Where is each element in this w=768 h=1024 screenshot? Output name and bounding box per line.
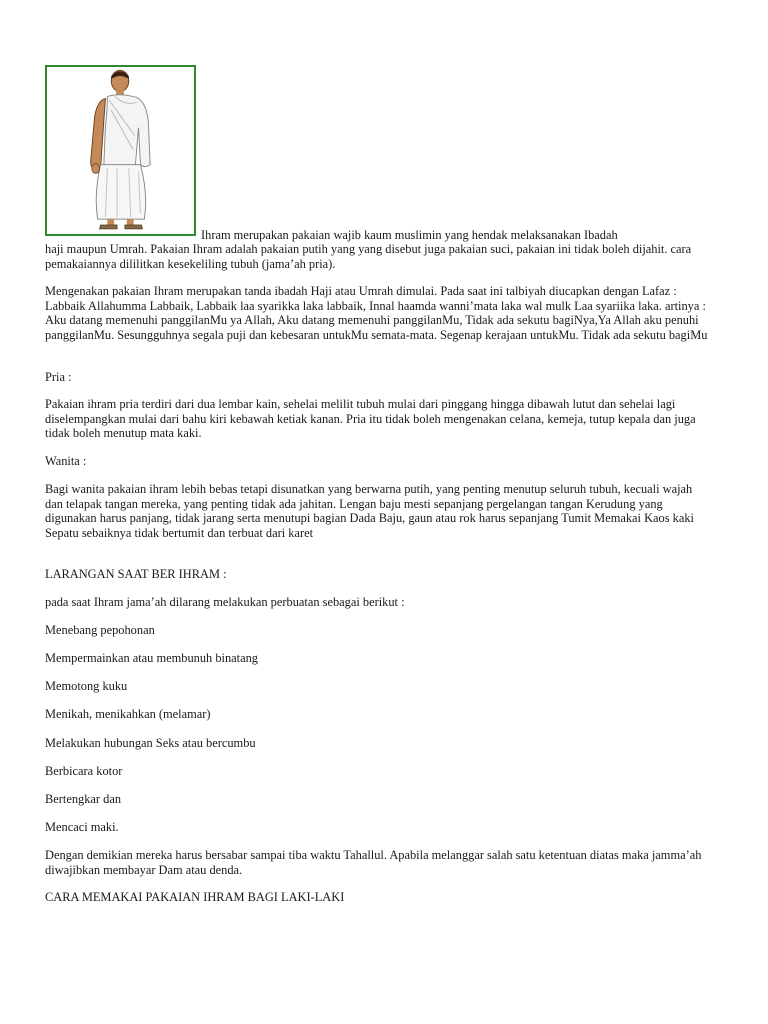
intro-first-line: Ihram merupakan pakaian wajib kaum muslimin yang hendak melaksanakan Ibadah bbox=[201, 228, 618, 242]
list-item: Memotong kuku bbox=[45, 679, 128, 693]
larangan-intro: pada saat Ihram jama’ah dilarang melakukan perbuatan sebagai berikut : bbox=[45, 595, 405, 609]
pria-paragraph: Pakaian ihram pria terdiri dari dua lembar kain, sehelai melilit tubuh mulai dari pinggang hingga dibawah lutut dan sehelai lagi diselempangkan mulai dari bahu kiri kebawah ketiak kanan. Pria itu tidak boleh mengenakan celana, kemeja, tutup kepala dan juga tidak boleh menutup mata kaki. bbox=[45, 397, 696, 440]
pria-heading: Pria : bbox=[45, 370, 72, 384]
wanita-paragraph: Bagi wanita pakaian ihram lebih bebas tetapi disunatkan yang berwarna putih, yang penting menutup seluruh tubuh, kecuali wajah dan telapak tangan mereka, yang penting tidak ada jahitan. Lengan baju mesti sepanjang pergelangan tangan Kerudung yang digunakan harus panjang, tidak jarang serta menutupi bagian Dada Baju, gaun atau rok harus sepanjang Tumit Memakai Kaos kaki Sepatu sebaiknya tidak bertumit dan terbuat dari karet bbox=[45, 482, 694, 540]
list-item: Berbicara kotor bbox=[45, 764, 123, 778]
list-item: Menikah, menikahkan (melamar) bbox=[45, 707, 211, 721]
closing-paragraph: Dengan demikian mereka harus bersabar sampai tiba waktu Tahallul. Apabila melanggar salah satu ketentuan diatas maka jamma’ah diwajibkan membayar Dam atau denda. bbox=[45, 848, 702, 877]
list-item: Mempermainkan atau membunuh binatang bbox=[45, 651, 258, 665]
list-item: Bertengkar dan bbox=[45, 792, 122, 806]
list-item: Melakukan hubungan Seks atau bercumbu bbox=[45, 736, 256, 750]
ihram-illustration bbox=[45, 65, 196, 236]
man-in-ihram-icon bbox=[47, 67, 194, 234]
wanita-heading: Wanita : bbox=[45, 454, 87, 468]
larangan-heading: LARANGAN SAAT BER IHRAM : bbox=[45, 567, 227, 581]
list-item: Mencaci maki. bbox=[45, 820, 119, 834]
intro-paragraph: haji maupun Umrah. Pakaian Ihram adalah pakaian putih yang yang disebut juga pakaian suci, pakaian ini tidak boleh dijahit. cara pemakaiannya dililitkan kesekeliling tubuh (jama’ah pria). bbox=[45, 242, 692, 271]
talbiyah-paragraph: Mengenakan pakaian Ihram merupakan tanda ibadah Haji atau Umrah dimulai. Pada saat ini talbiyah diucapkan dengan Lafaz : Labbaik Allahumma Labbaik, Labbaik laa syarikka laka labbaik, Innal haamda wanni’mata laka wal mulk Laa syariika laka. artinya : Aku datang memenuhi panggilanMu ya Allah, Aku datang memenuhi panggilanMu, Tidak ada sekutu bagiNya,Ya Allah aku penuhi panggilanMu. Sesungguhnya segala puji dan kebesaran untukMu semata-mata. Segenap kerajaan untukMu. Tidak ada sekutu bagiMu bbox=[45, 284, 708, 342]
list-item: Menebang pepohonan bbox=[45, 623, 155, 637]
cara-heading: CARA MEMAKAI PAKAIAN IHRAM BAGI LAKI-LAKI bbox=[45, 890, 345, 904]
